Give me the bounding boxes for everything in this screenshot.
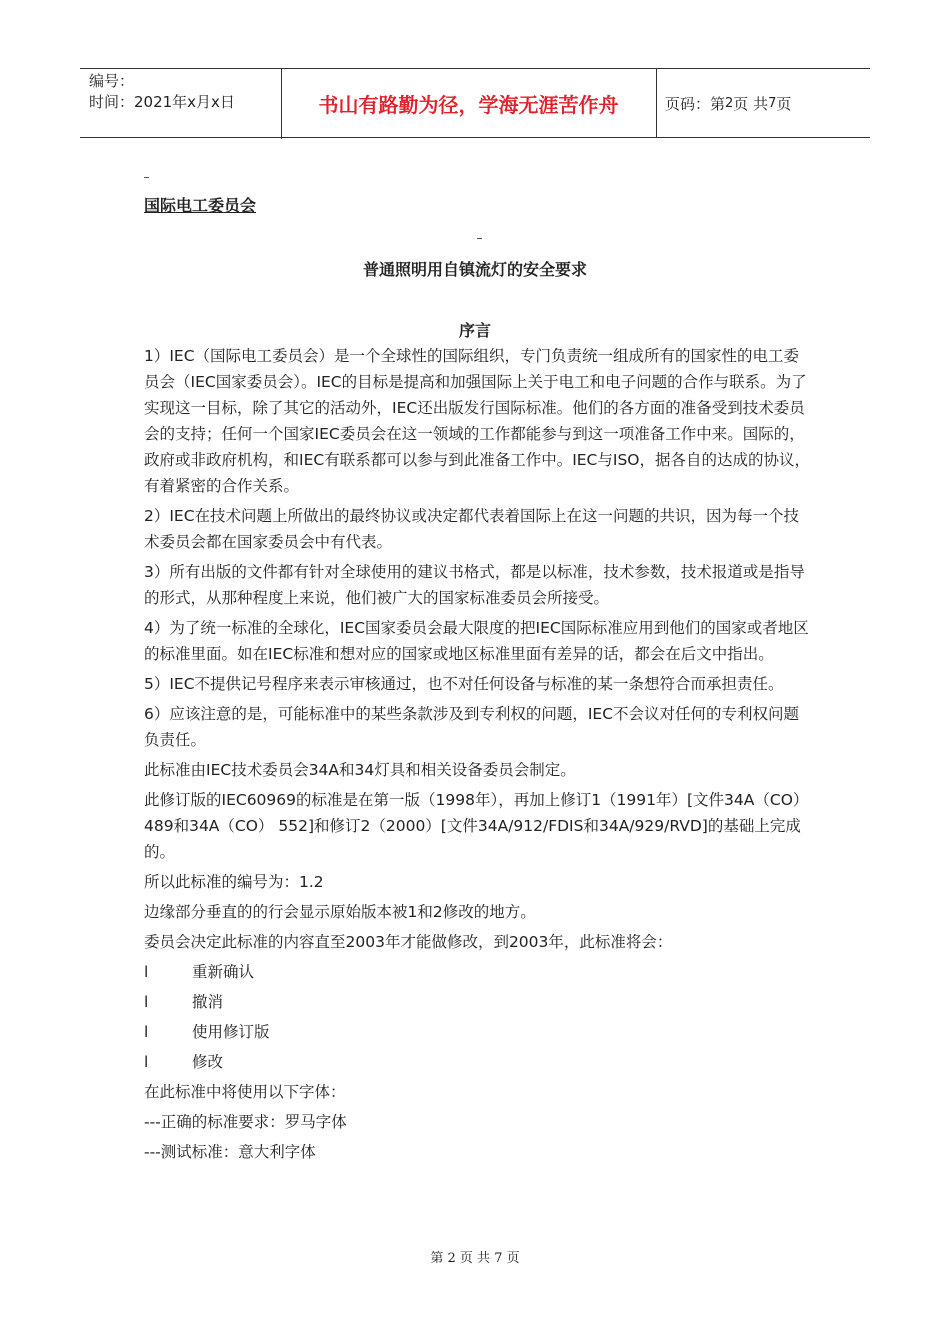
bullet-marker: l [144,1053,149,1071]
paragraph: 在此标准中将使用以下字体： [144,1083,346,1101]
list-item-text: 使用修订版 [192,1023,270,1041]
paragraph: 4）为了统一标准的全球化，IEC国家委员会最大限度的把IEC国际标准应用到他们的国家或者地区的标准里面。如在IEC标准和想对应的国家或地区标准里面有差异的话，都会在后文中指出。 [144,619,809,663]
time-label: 时间：2021年x月x日 [89,93,235,111]
bullet-marker: l [144,993,149,1011]
list-item-text: 修改 [192,1053,224,1071]
list-item [144,959,810,985]
preface-heading: 序言 [458,321,491,340]
list-item [144,1049,810,1075]
mark-tick [477,238,482,239]
document-body [144,343,810,1169]
header-motto: 书山有路勤为径，学海无涯苦作舟 [281,69,657,137]
page-footer: 第 2 页 共 7 页 [430,1251,520,1266]
paragraph: 1）IEC（国际电工委员会）是一个全球性的国际组织，专门负责统一组成所有的国家性的电工委员会（IEC国家委员会）。IEC的目标是提高和加强国际上关于电工和电子问题的合作与联系。为了实现这一目标，除了其它的活动外，IEC还出版发行国际标准。他们的各方面的准备受到技术委员会的支持；任何一个国家IEC委员会在这一领域的工作都能参与到这一项准备工作中来。国际的，政府或非政府机构，和IEC有联系都可以参与到此准备工作中。IEC与ISO，据各自的达成的协议，有着紧密的合作关系。 [144,347,810,495]
mark-tick [144,177,149,178]
header-meta [80,69,282,139]
page-prefix: 页码：第 [665,94,726,113]
number-label: 编号： [89,72,135,90]
page-current: 2 [725,95,734,111]
paragraph: 此修订版的IEC60969的标准是在第一版（1998年），再加上修订1（1991年）[文件34A（CO）489和34A（CO） 552]和修订2（2000）[文件34A/912/FDIS和34A/929/RVD]的基础上完成的。 [144,791,809,861]
bullet-marker: l [144,1023,149,1041]
paragraph: 3）所有出版的文件都有针对全球使用的建议书格式，都是以标准，技术参数，技术报道或是指导的形式，从那种程度上来说，他们被广大的国家标准委员会所接受。 [144,563,805,607]
paragraph: 此标准由IEC技术委员会34A和34灯具和相关设备委员会制定。 [144,761,576,779]
organization-name: 国际电工委员会 [144,196,257,215]
document-title: 普通照明用自镇流灯的安全要求 [362,260,587,279]
paragraph: ---正确的标准要求：罗马字体 [144,1113,347,1131]
list-item [144,1019,810,1045]
list-item-text: 撤消 [192,993,224,1011]
header-page-info [657,69,870,137]
bullet-marker: l [144,963,149,981]
paragraph: ---测试标准：意大利字体 [144,1143,316,1161]
list-item-text: 重新确认 [192,963,255,981]
paragraph: 边缘部分垂直的的行会显示原始版本被1和2修改的地方。 [144,903,536,921]
paragraph: 5）IEC不提供记号程序来表示审核通过，也不对任何设备与标准的某一条想符合而承担责任。 [144,675,784,693]
list-item [144,989,810,1015]
paragraph: 所以此标准的编号为：1.2 [144,873,324,891]
page-header [80,68,870,138]
paragraph: 2）IEC在技术问题上所做出的最终协议或决定都代表着国际上在这一问题的共识，因为每一个技术委员会都在国家委员会中有代表。 [144,507,800,551]
page-suffix: 页 [776,94,792,113]
page-mid: 页 共 [733,94,769,113]
paragraph: 6）应该注意的是，可能标准中的某些条款涉及到专利权的问题，IEC不会议对任何的专利权问题负责任。 [144,705,800,749]
page-total: 7 [768,95,777,111]
paragraph: 委员会决定此标准的内容直至2003年才能做修改，到2003年，此标准将会： [144,933,673,951]
